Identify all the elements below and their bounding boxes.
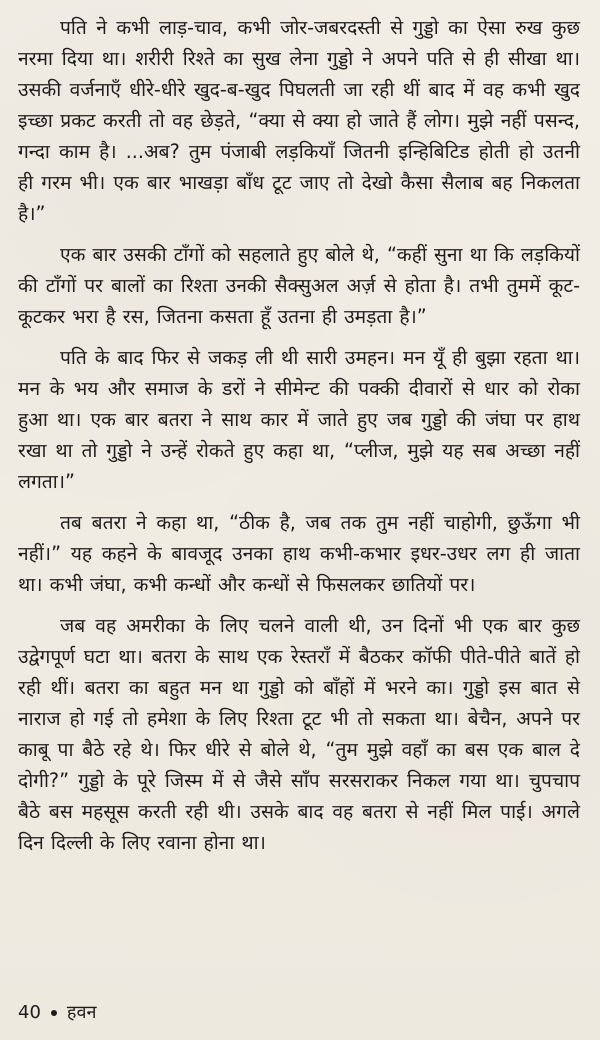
bullet-icon: [51, 1010, 57, 1016]
page-body: [18, 12, 580, 868]
book-title: हवन: [66, 1002, 97, 1023]
page-footer: [18, 1004, 96, 1022]
paragraph-3: पति के बाद फिर से जकड़ ली थी सारी उमहन। मन यूँ ही बुझा रहता था। मन के भय और समाज के डरों ने सीमेन्ट की पक्की दीवारों से धार को रोका हुआ था। एक बार बतरा ने साथ कार में जाते हुए जब गुड्डो की जंघा पर हाथ रखा था तो गुड्डो ने उन्हें रोकते हुए कहा था, “प्लीज, मुझे यह सब अच्छा नहीं लगता।”: [18, 346, 580, 493]
paragraph-2: एक बार उसकी टाँगों को सहलाते हुए बोले थे, “कहीं सुना था कि लड़कियों की टाँगों पर बालों का रिश्ता उनकी सैक्सुअल अर्ज़ से होता है। तभी तुममें कूट-कूटकर भरा है रस, जितना कसता हूँ उतना ही उमड़ता है।”: [18, 243, 580, 328]
paragraph-4: तब बतरा ने कहा था, “ठीक है, जब तक तुम नहीं चाहोगी, छुऊँगा भी नहीं।” यह कहने के बावजूद उनका हाथ कभी-कभार इधर-उधर लग ही जाता था। कभी जंघा, कभी कन्धों और कन्धों से फिसलकर छातियों पर।: [18, 511, 580, 596]
page-number: 40: [18, 1002, 41, 1023]
paragraph-1: पति ने कभी लाड़-चाव, कभी जोर-जबरदस्ती से गुड्डो का ऐसा रुख कुछ नरमा दिया था। शरीरी रिश्ते का सुख लेना गुड्डो ने अपने पति से ही सीखा था। उसकी वर्जनाएँ धीरे-धीरे खुद-ब-खुद पिघलती जा रही थीं बाद में वह कभी खुद इच्छा प्रकट करती तो वह छेड़ते, “क्या से क्या हो जाते हैं लोग। मुझे नहीं पसन्द, गन्दा काम है। ...अब? तुम पंजाबी लड़कियाँ जितनी इन्हिबिटिड होती हो उतनी ही गरम भी। एक बार भाखड़ा बाँध टूट जाए तो देखो कैसा सैलाब बह निकलता है।”: [18, 16, 580, 225]
paragraph-5: जब वह अमरीका के लिए चलने वाली थी, उन दिनों भी एक बार कुछ उद्वेगपूर्ण घटा था। बतरा के साथ एक रेस्तराँ में बैठकर कॉफी पीते-पीते बातें हो रही थीं। बतरा का बहुत मन था गुड्डो को बाँहों में भरने का। गुड्डो इस बात से नाराज हो गई तो हमेशा के लिए रिश्ता टूट भी तो सकता था। बेचैन, अपने पर काबू पा बैठे रहे थे। फिर धीरे से बोले थे, “तुम मुझे वहाँ का बस एक बाल दे दोगी?” गुड्डो के पूरे जिस्म में से जैसे साँप सरसराकर निकल गया था। चुपचाप बैठे बस महसूस करती रही थी। उसके बाद वह बतरा से नहीं मिल पाई। अगले दिन दिल्ली के लिए रवाना होना था।: [18, 614, 580, 854]
